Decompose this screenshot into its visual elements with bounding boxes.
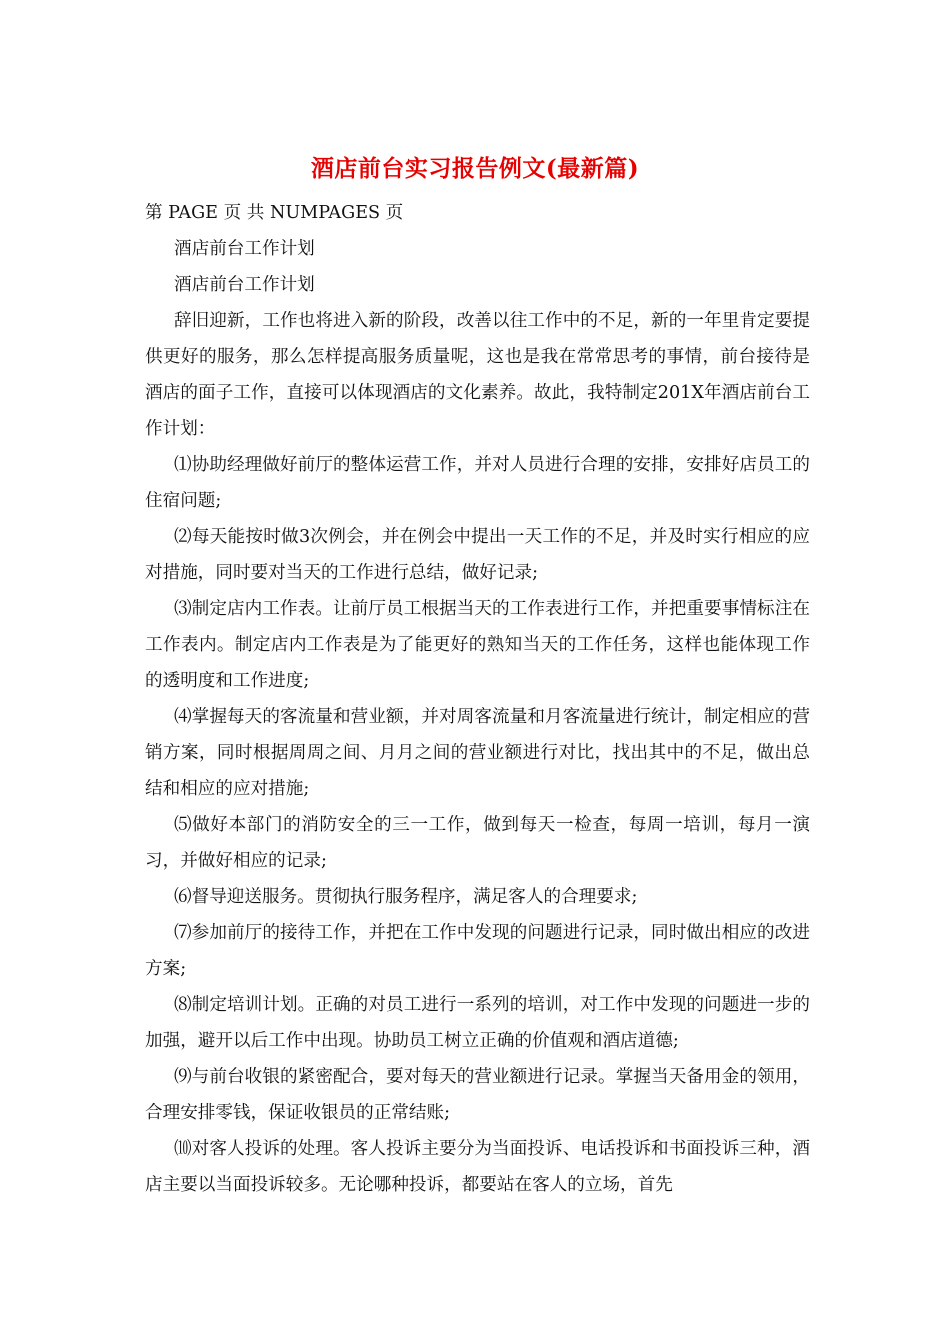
- intro-paragraph: 辞旧迎新，工作也将进入新的阶段，改善以往工作中的不足，新的一年里肯定要提供更好的服务，那么怎样提高服务质量呢，这也是我在常常思考的事情，前台接待是酒店的面子工作，直接可以体现酒店的文化素养。故此，我特制定201X年酒店前台工作计划：: [145, 311, 810, 439]
- plan-item-9: ⑼与前台收银的紧密配合，要对每天的营业额进行记录。掌握当天备用金的领用，合理安排零钱，保证收银员的正常结账;: [145, 1067, 810, 1123]
- plan-item-7: ⑺参加前厅的接待工作，并把在工作中发现的问题进行记录，同时做出相应的改进方案;: [145, 923, 810, 979]
- plan-item-10: ⑽对客人投诉的处理。客人投诉主要分为当面投诉、电话投诉和书面投诉三种，酒店主要以当面投诉较多。无论哪种投诉，都要站在客人的立场，首先: [145, 1139, 810, 1195]
- plan-item-3: ⑶制定店内工作表。让前厅员工根据当天的工作表进行工作，并把重要事情标注在工作表内。制定店内工作表是为了能更好的熟知当天的工作任务，这样也能体现工作的透明度和工作进度;: [145, 599, 810, 691]
- document-title: 酒店前台实习报告例文(最新篇): [310, 155, 640, 182]
- plan-item-1: ⑴协助经理做好前厅的整体运营工作，并对人员进行合理的安排，安排好店员工的住宿问题;: [145, 455, 810, 511]
- plan-item-8: ⑻制定培训计划。正确的对员工进行一系列的培训，对工作中发现的问题进一步的加强，避开以后工作中出现。协助员工树立正确的价值观和酒店道德;: [145, 995, 810, 1051]
- page-field-line: 第 PAGE 页 共 NUMPAGES 页: [145, 203, 404, 223]
- section-heading: 酒店前台工作计划: [174, 239, 315, 259]
- section-heading: 酒店前台工作计划: [174, 275, 315, 295]
- plan-item-2: ⑵每天能按时做3次例会，并在例会中提出一天工作的不足，并及时实行相应的应对措施，同时要对当天的工作进行总结，做好记录;: [145, 527, 810, 583]
- document-body: [145, 195, 810, 1203]
- plan-item-5: ⑸做好本部门的消防安全的三一工作，做到每天一检查，每周一培训，每月一演习，并做好相应的记录;: [145, 815, 810, 871]
- plan-item-6: ⑹督导迎送服务。贯彻执行服务程序，满足客人的合理要求;: [174, 887, 638, 907]
- plan-item-4: ⑷掌握每天的客流量和营业额，并对周客流量和月客流量进行统计，制定相应的营销方案，同时根据周周之间、月月之间的营业额进行对比，找出其中的不足，做出总结和相应的应对措施;: [145, 707, 810, 799]
